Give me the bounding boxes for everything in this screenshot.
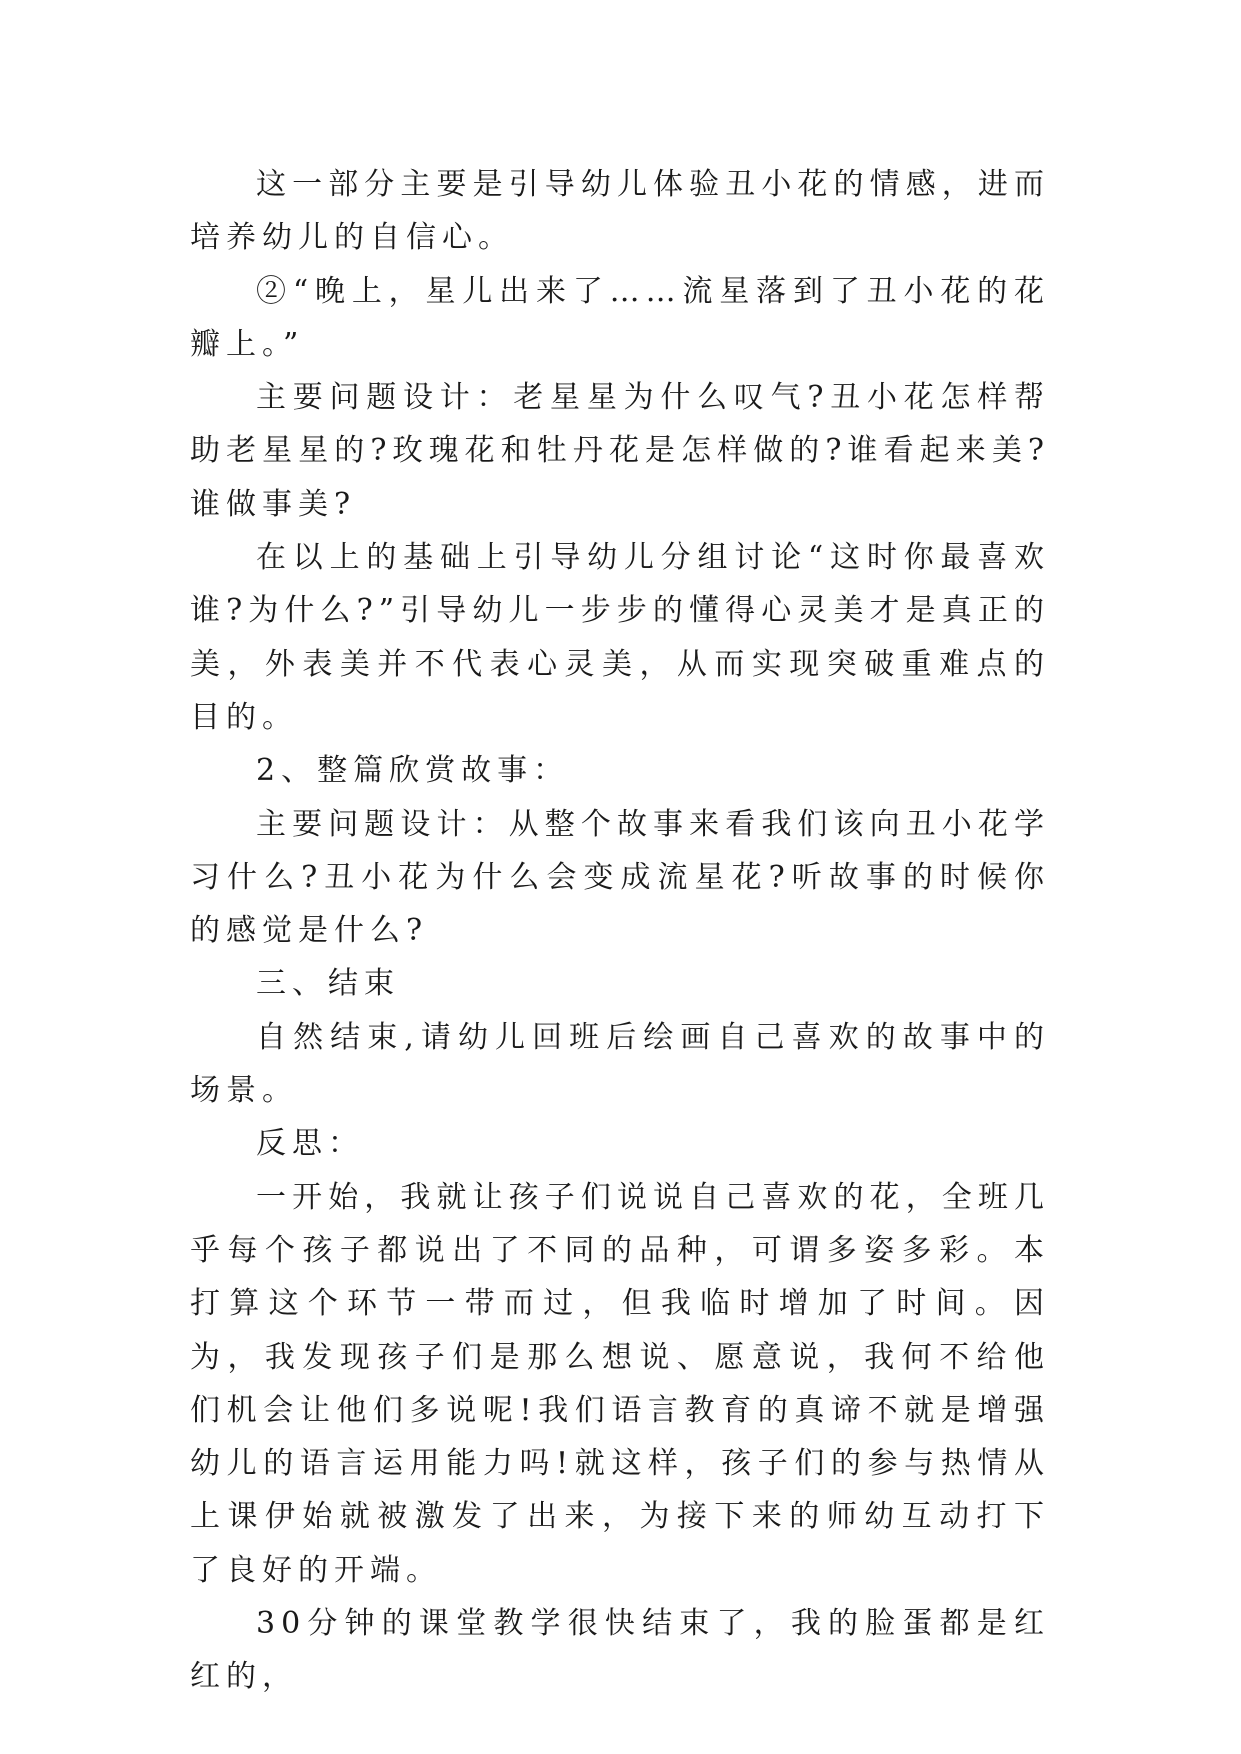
paragraph: 这一部分主要是引导幼儿体验丑小花的情感，进而培养幼儿的自信心。: [190, 167, 1050, 256]
section-heading: 反思：: [256, 1126, 364, 1162]
paragraph: 30分钟的课堂教学很快结束了，我的脸蛋都是红红的，: [190, 1606, 1050, 1695]
section-heading: 2、整篇欣赏故事：: [256, 753, 570, 789]
document-body: [190, 158, 1050, 1704]
paragraph: 在以上的基础上引导幼儿分组讨论“这时你最喜欢谁?为什么?”引导幼儿一步步的懂得心灵美才是真正的美，外表美并不代表心灵美，从而实现突破重难点的目的。: [190, 540, 1050, 735]
paragraph: 自然结束,请幼儿回班后绘画自己喜欢的故事中的场景。: [190, 1019, 1050, 1109]
paragraph: ②“晚上，星儿出来了……流星落到了丑小花的花瓣上。”: [190, 273, 1050, 362]
paragraph: 一开始，我就让孩子们说说自己喜欢的花，全班几乎每个孩子都说出了不同的品种，可谓多姿多彩。本打算这个环节一带而过，但我临时增加了时间。因为，我发现孩子们是那么想说、愿意说，我何不给他们机会让他们多说呢!我们语言教育的真谛不就是增强幼儿的语言运用能力吗!就这样，孩子们的参与热情从上课伊始就被激发了出来，为接下来的师幼互动打下了良好的开端。: [190, 1179, 1050, 1588]
paragraph: 主要问题设计：老星星为什么叹气?丑小花怎样帮助老星星的?玫瑰花和牡丹花是怎样做的?谁看起来美?谁做事美?: [190, 380, 1050, 522]
paragraph: 主要问题设计：从整个故事来看我们该向丑小花学习什么?丑小花为什么会变成流星花?听故事的时候你的感觉是什么?: [190, 806, 1050, 949]
section-heading: 三、结束: [256, 966, 400, 1002]
